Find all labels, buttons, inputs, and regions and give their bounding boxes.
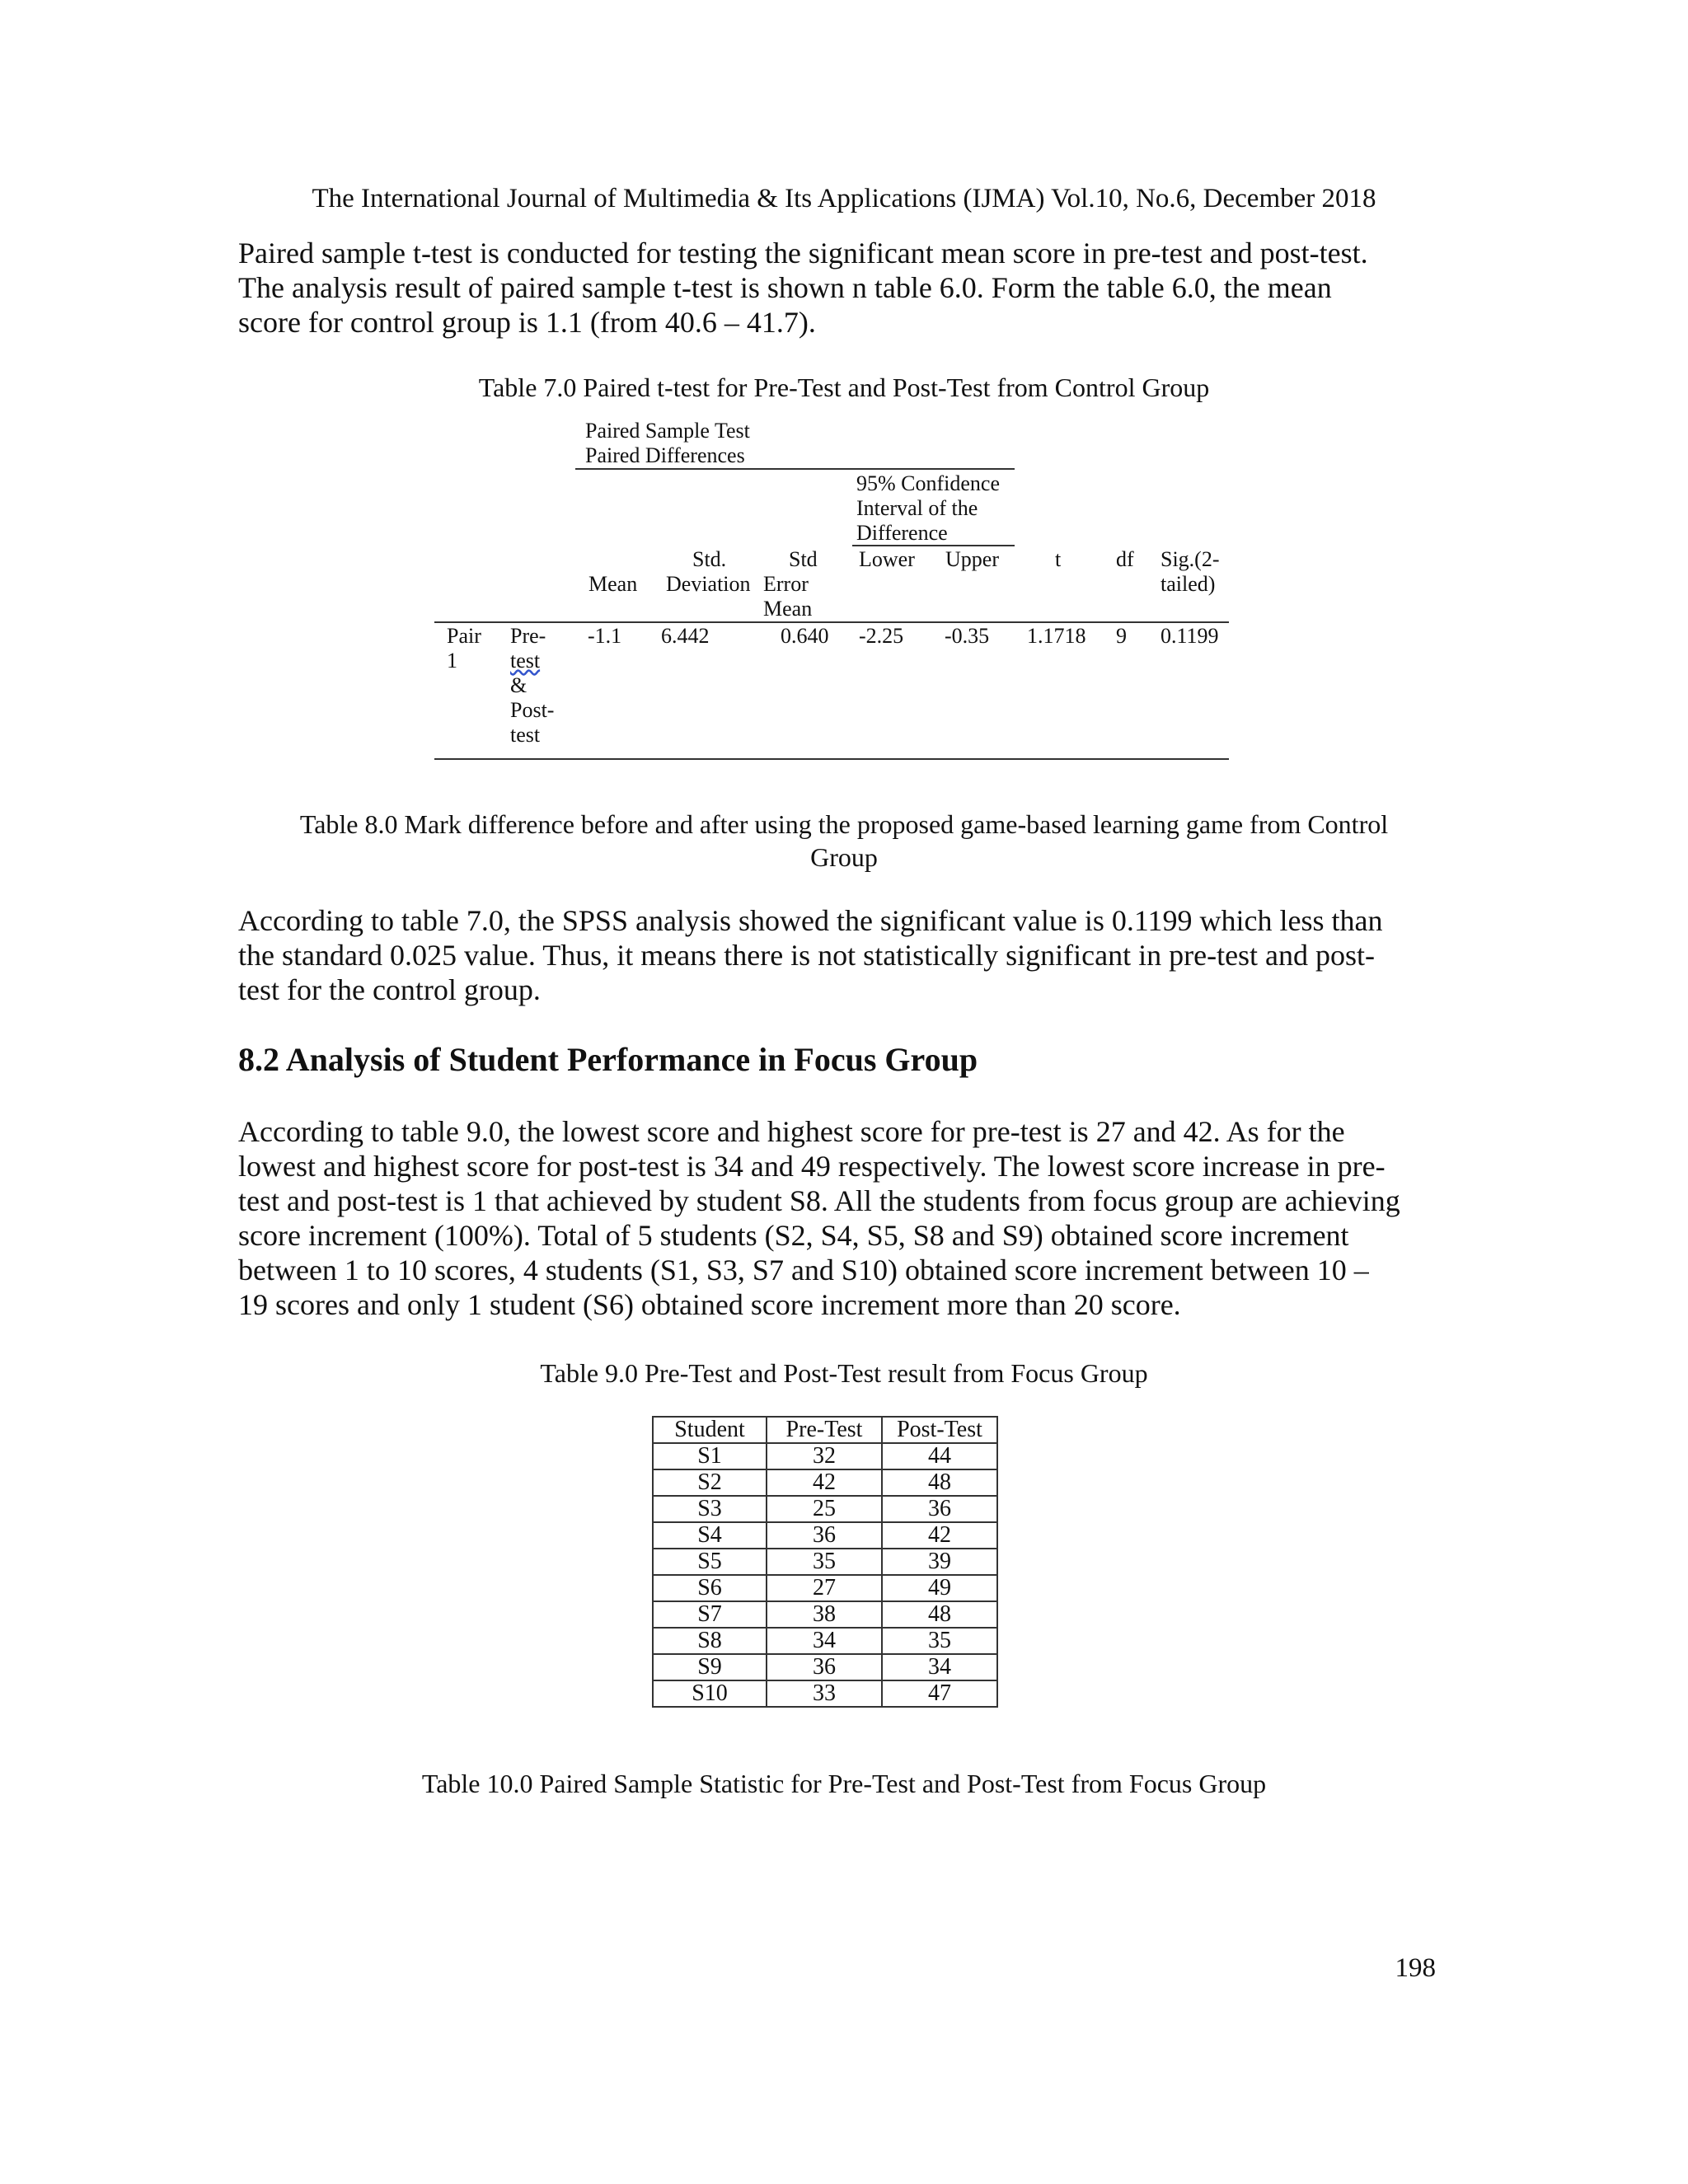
cell-student: S10 xyxy=(653,1680,767,1707)
header-student: Student xyxy=(653,1417,767,1443)
paragraph-analysis xyxy=(238,903,1435,1007)
table9 xyxy=(652,1416,998,1708)
cell-post-test: 48 xyxy=(882,1601,997,1628)
table7-ci-header: Difference xyxy=(856,521,948,545)
table-row xyxy=(653,1654,997,1680)
table7-row-label: test xyxy=(510,649,541,673)
table7-rule xyxy=(852,545,1015,546)
table7-col-df: df xyxy=(1116,547,1134,571)
cell-student: S7 xyxy=(653,1601,767,1628)
table7-cell-upper: -0.35 xyxy=(945,624,990,648)
cell-student: S5 xyxy=(653,1549,767,1575)
table7-rule xyxy=(434,758,1229,760)
table7-rule xyxy=(575,468,1015,470)
cell-pre-test: 36 xyxy=(767,1654,882,1680)
table-row xyxy=(653,1601,997,1628)
table7-row-label: Pre- xyxy=(510,624,546,648)
cell-post-test: 48 xyxy=(882,1469,997,1496)
cell-post-test: 42 xyxy=(882,1522,997,1549)
cell-student: S1 xyxy=(653,1443,767,1469)
table7-ci-header: Interval of the xyxy=(856,496,978,520)
paragraph-line: the standard 0.025 value. Thus, it means there is not statistically significant in pre-test and post- xyxy=(238,939,1376,972)
table-row xyxy=(653,1575,997,1601)
table10-caption: Table 10.0 Paired Sample Statistic for Pre-Test and Post-Test from Focus Group xyxy=(421,1769,1267,1798)
cell-post-test: 39 xyxy=(882,1549,997,1575)
running-header: The International Journal of Multimedia & Its Applications (IJMA) Vol.10, No.6, December 2018 xyxy=(312,184,1376,213)
table7-col-std-err: Mean xyxy=(763,597,813,621)
table9-caption: Table 9.0 Pre-Test and Post-Test result from Focus Group xyxy=(540,1358,1148,1388)
cell-post-test: 35 xyxy=(882,1628,997,1654)
table7-subtitle: Paired Differences xyxy=(585,443,745,467)
cell-student: S9 xyxy=(653,1654,767,1680)
page-number: 198 xyxy=(1395,1953,1436,1983)
table7-row-label: Pair xyxy=(447,624,481,648)
table7-col-std-err: Error xyxy=(763,572,809,596)
cell-student: S3 xyxy=(653,1496,767,1522)
cell-pre-test: 34 xyxy=(767,1628,882,1654)
caption-line: Table 8.0 Mark difference before and after using the proposed game-based learning game from Control xyxy=(299,809,1389,839)
paragraph-line: score increment (100%). Total of 5 students (S2, S4, S5, S8 and S9) obtained score increment xyxy=(238,1219,1349,1252)
table7-col-sig: tailed) xyxy=(1160,572,1216,596)
table-row xyxy=(653,1496,997,1522)
cell-pre-test: 38 xyxy=(767,1601,882,1628)
paragraph-line: Paired sample t-test is conducted for testing the significant mean score in pre-test and post-test. xyxy=(238,237,1368,269)
table8-caption xyxy=(0,808,1688,874)
table7-col-std-err: Std xyxy=(789,547,818,571)
table7-cell-t: 1.1718 xyxy=(1027,624,1086,648)
table7-cell-mean: -1.1 xyxy=(588,624,622,648)
cell-pre-test: 35 xyxy=(767,1549,882,1575)
cell-student: S2 xyxy=(653,1469,767,1496)
table7-col-std-dev: Deviation xyxy=(666,572,751,596)
table7-caption: Table 7.0 Paired t-test for Pre-Test and Post-Test from Control Group xyxy=(478,373,1210,402)
cell-post-test: 36 xyxy=(882,1496,997,1522)
table7-cell-std-dev: 6.442 xyxy=(661,624,710,648)
paragraph-line: between 1 to 10 scores, 4 students (S1, S3, S7 and S10) obtained score increment between 10 – xyxy=(238,1254,1369,1286)
cell-pre-test: 27 xyxy=(767,1575,882,1601)
table7-row-label: Post- xyxy=(510,698,555,722)
paragraph-line: According to table 7.0, the SPSS analysis showed the significant value is 0.1199 which less than xyxy=(238,904,1383,937)
table7-col-std-dev: Std. xyxy=(692,547,727,571)
cell-post-test: 47 xyxy=(882,1680,997,1707)
table7-cell-lower: -2.25 xyxy=(859,624,904,648)
paragraph-line: lowest and highest score for post-test is 34 and 49 respectively. The lowest score increase in pre- xyxy=(238,1150,1386,1183)
table-row xyxy=(653,1522,997,1549)
cell-pre-test: 33 xyxy=(767,1680,882,1707)
cell-pre-test: 42 xyxy=(767,1469,882,1496)
cell-student: S4 xyxy=(653,1522,767,1549)
paragraph-line: The analysis result of paired sample t-test is shown n table 6.0. Form the table 6.0, the mean xyxy=(238,271,1332,304)
table-row xyxy=(653,1469,997,1496)
cell-student: S8 xyxy=(653,1628,767,1654)
table7-col-upper: Upper xyxy=(945,547,999,571)
table7-col-sig: Sig.(2- xyxy=(1160,547,1220,571)
paragraph-line: According to table 9.0, the lowest score and highest score for pre-test is 27 and 42. As for the xyxy=(238,1115,1345,1148)
table-row xyxy=(653,1680,997,1707)
cell-post-test: 34 xyxy=(882,1654,997,1680)
paragraph-line: test and post-test is 1 that achieved by student S8. All the students from focus group are achieving xyxy=(238,1184,1400,1217)
table7-rule xyxy=(434,621,1229,623)
paragraph-line: score for control group is 1.1 (from 40.6 – 41.7). xyxy=(238,306,816,339)
table7-row-label: & xyxy=(510,673,528,697)
paragraph-focus-group xyxy=(238,1114,1435,1322)
table7-cell-df: 9 xyxy=(1116,624,1127,648)
table7-cell-sig: 0.1199 xyxy=(1160,624,1219,648)
table7-col-lower: Lower xyxy=(859,547,915,571)
cell-post-test: 49 xyxy=(882,1575,997,1601)
table7-title: Paired Sample Test xyxy=(585,419,750,443)
table7-ci-header: 95% Confidence xyxy=(856,471,1001,495)
table7-cell-std-err: 0.640 xyxy=(781,624,829,648)
paragraph-line: 19 scores and only 1 student (S6) obtained score increment more than 20 score. xyxy=(238,1288,1181,1321)
cell-pre-test: 32 xyxy=(767,1443,882,1469)
table-row xyxy=(653,1443,997,1469)
header-post-test: Post-Test xyxy=(882,1417,997,1443)
header-pre-test: Pre-Test xyxy=(767,1417,882,1443)
table7-col-mean: Mean xyxy=(588,572,638,596)
cell-pre-test: 25 xyxy=(767,1496,882,1522)
paragraph-line: test for the control group. xyxy=(238,973,541,1006)
table7-row-label: 1 xyxy=(447,649,457,673)
table-header-row xyxy=(653,1417,997,1443)
table7-col-t: t xyxy=(1055,547,1062,571)
section-heading: 8.2 Analysis of Student Performance in Focus Group xyxy=(238,1041,978,1078)
table-row xyxy=(653,1549,997,1575)
cell-student: S6 xyxy=(653,1575,767,1601)
caption-line: Group xyxy=(810,842,878,872)
table-row xyxy=(653,1628,997,1654)
table7-row-label: test xyxy=(510,723,541,747)
cell-post-test: 44 xyxy=(882,1443,997,1469)
cell-pre-test: 36 xyxy=(767,1522,882,1549)
